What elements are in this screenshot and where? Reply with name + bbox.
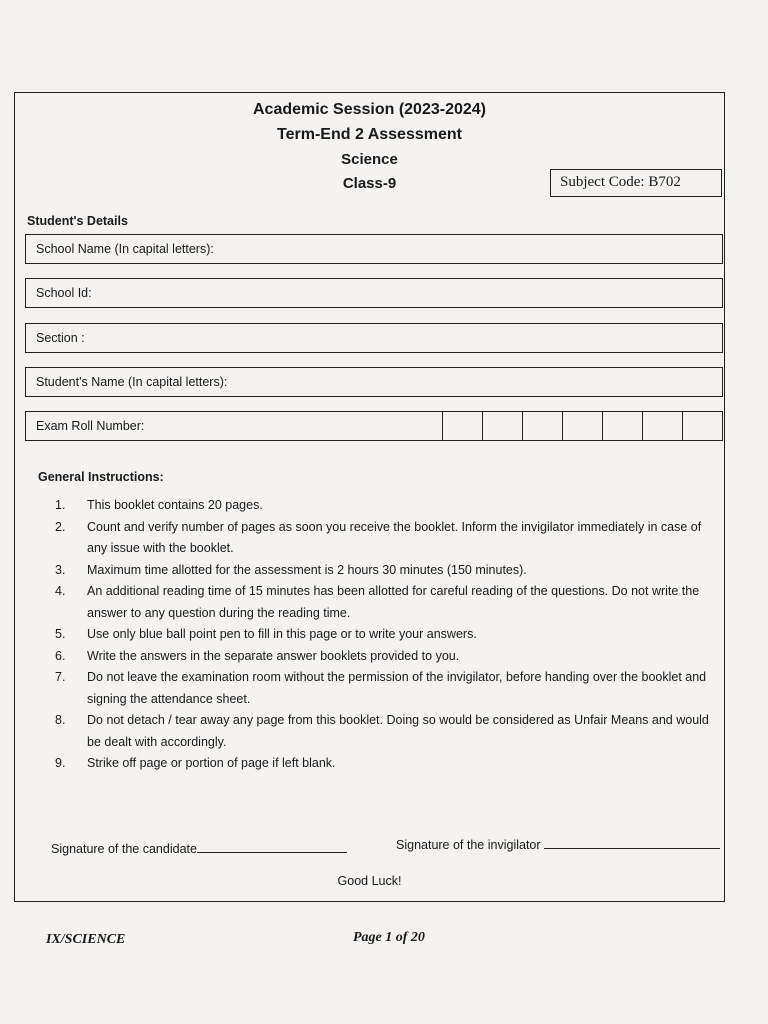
invigilator-signature[interactable] bbox=[396, 838, 720, 852]
class-heading: Class-9 bbox=[342, 175, 397, 192]
instruction-item: 4. An additional reading time of 15 minutes has been allotted for careful reading of the questions. Do not write the answer to any question during the reading time. bbox=[55, 584, 700, 620]
section-label: Section : bbox=[36, 331, 85, 345]
roll-number-label: Exam Roll Number: bbox=[36, 419, 145, 433]
student-name-field[interactable] bbox=[25, 367, 723, 397]
roll-digit-box[interactable] bbox=[642, 412, 682, 440]
candidate-signature[interactable] bbox=[51, 842, 347, 856]
instruction-item: 9. Strike off page or portion of page if left blank. bbox=[55, 756, 336, 770]
session-heading: Academic Session (2023-2024) bbox=[252, 101, 486, 118]
students-details-title: Student's Details bbox=[27, 214, 128, 228]
instructions-list bbox=[55, 495, 723, 775]
instruction-item: 8. Do not detach / tear away any page from this booklet. Doing so would be considered as Unfair Means and would be dealt with accordingly. bbox=[55, 713, 709, 749]
roll-digit-box[interactable] bbox=[442, 412, 482, 440]
candidate-signature-label: Signature of the candidate bbox=[51, 842, 197, 856]
footer-subject: IX/SCIENCE bbox=[46, 932, 126, 947]
roll-digit-box[interactable] bbox=[522, 412, 562, 440]
school-name-field[interactable] bbox=[25, 234, 723, 264]
assessment-cover-frame bbox=[14, 92, 725, 902]
good-luck-text: Good Luck! bbox=[337, 874, 402, 888]
footer-page-number: Page 1 of 20 bbox=[353, 930, 425, 945]
instruction-item: 3. Maximum time allotted for the assessment is 2 hours 30 minutes (150 minutes). bbox=[55, 562, 527, 577]
roll-digit-box[interactable] bbox=[682, 412, 722, 440]
instruction-item: 2. Count and verify number of pages as soon you receive the booklet. Inform the invigilator immediately in case of any issue with the booklet. bbox=[55, 519, 702, 555]
roll-number-field bbox=[25, 411, 723, 441]
subject-code-box: Subject Code: B702 bbox=[550, 169, 722, 197]
invigilator-signature-line[interactable] bbox=[544, 847, 720, 849]
assessment-heading: Term-End 2 Assessment bbox=[277, 126, 462, 143]
roll-digit-box[interactable] bbox=[602, 412, 642, 440]
instruction-item: 1. This booklet contains 20 pages. bbox=[55, 498, 263, 512]
instruction-item: 6. Write the answers in the separate answer booklets provided to you. bbox=[55, 648, 460, 663]
instruction-item: 5. Use only blue ball point pen to fill in this page or to write your answers. bbox=[55, 627, 477, 641]
section-field[interactable] bbox=[25, 323, 723, 353]
invigilator-signature-label: Signature of the invigilator bbox=[396, 838, 541, 852]
school-name-label: School Name (In capital letters): bbox=[36, 242, 214, 256]
roll-digit-box[interactable] bbox=[482, 412, 522, 440]
instruction-item: 7. Do not leave the examination room without the permission of the invigilator, before handing over the booklet and signing the attendance sheet. bbox=[55, 670, 707, 706]
subject-heading: Science bbox=[341, 151, 398, 168]
instructions-title: General Instructions: bbox=[38, 470, 164, 484]
candidate-signature-line[interactable] bbox=[197, 851, 347, 853]
student-name-label: Student's Name (In capital letters): bbox=[36, 375, 228, 389]
school-id-label: School Id: bbox=[36, 286, 92, 300]
roll-digit-box[interactable] bbox=[562, 412, 602, 440]
school-id-field[interactable] bbox=[25, 278, 723, 308]
